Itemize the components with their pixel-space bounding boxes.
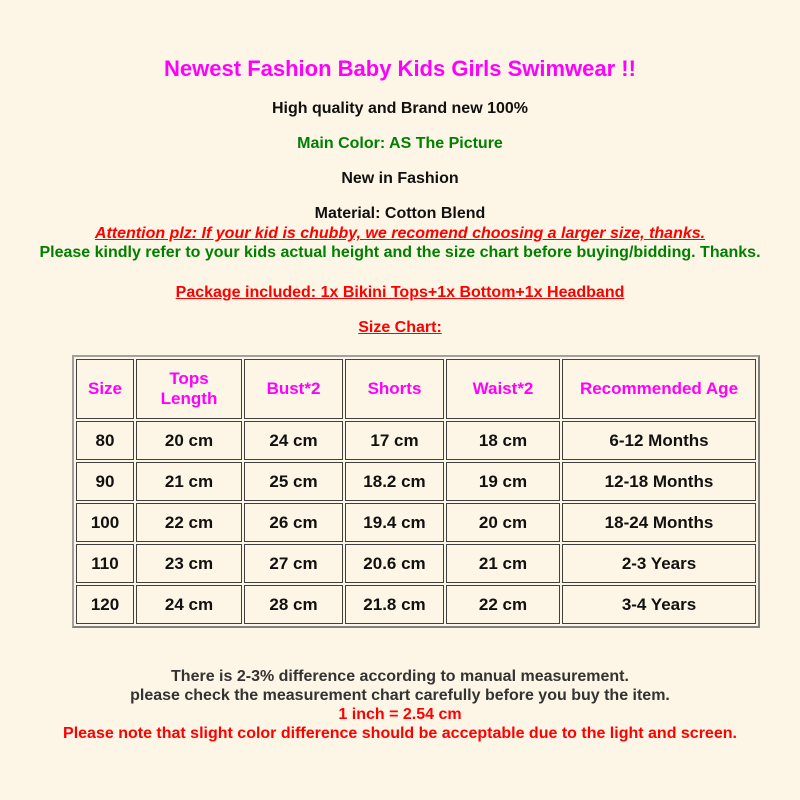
- cell-shorts: 17 cm: [345, 421, 444, 460]
- page-title: Newest Fashion Baby Kids Girls Swimwear !!: [164, 56, 636, 81]
- column-header-waist: Waist*2: [446, 359, 560, 419]
- column-header-tops-length-line1: Tops: [169, 369, 209, 388]
- table-row: [76, 585, 756, 624]
- measurement-difference-note: There is 2-3% difference according to manual measurement.: [171, 668, 629, 685]
- cell-waist: 18 cm: [446, 421, 560, 460]
- cell-shorts: 20.6 cm: [345, 544, 444, 583]
- table-row: [76, 544, 756, 583]
- column-header-recommended-age: Recommended Age: [562, 359, 756, 419]
- cell-recommended-age: 6-12 Months: [562, 421, 756, 460]
- cell-recommended-age: 2-3 Years: [562, 544, 756, 583]
- quality-text: High quality and Brand new 100%: [271, 100, 529, 117]
- size-chart-label: Size Chart:: [358, 319, 442, 336]
- table-row: [76, 462, 756, 501]
- inch-conversion-note: 1 inch = 2.54 cm: [338, 706, 462, 723]
- cell-size: 90: [76, 462, 134, 501]
- cell-size: 120: [76, 585, 134, 624]
- attention-note: Attention plz: If your kid is chubby, we recomend choosing a larger size, thanks.: [94, 225, 706, 242]
- cell-bust: 25 cm: [244, 462, 343, 501]
- cell-waist: 21 cm: [446, 544, 560, 583]
- column-header-bust: Bust*2: [244, 359, 343, 419]
- cell-shorts: 21.8 cm: [345, 585, 444, 624]
- check-chart-note: please check the measurement chart carefully before you buy the item.: [130, 687, 670, 704]
- cell-tops-length: 21 cm: [136, 462, 242, 501]
- cell-bust: 24 cm: [244, 421, 343, 460]
- column-header-tops-length-line2: Length: [160, 389, 218, 408]
- cell-waist: 22 cm: [446, 585, 560, 624]
- refer-note: Please kindly refer to your kids actual height and the size chart before buying/bidding. Thanks.: [39, 244, 761, 261]
- cell-bust: 26 cm: [244, 503, 343, 542]
- cell-shorts: 18.2 cm: [345, 462, 444, 501]
- cell-recommended-age: 12-18 Months: [562, 462, 756, 501]
- size-chart-table: [72, 355, 760, 628]
- cell-waist: 19 cm: [446, 462, 560, 501]
- column-header-tops-length: [136, 359, 242, 419]
- table-row: [76, 421, 756, 460]
- cell-tops-length: 22 cm: [136, 503, 242, 542]
- color-difference-note: Please note that slight color difference should be acceptable due to the light and screen.: [63, 725, 737, 742]
- cell-size: 100: [76, 503, 134, 542]
- new-in-fashion-text: New in Fashion: [341, 170, 459, 187]
- column-header-shorts: Shorts: [345, 359, 444, 419]
- table-row: [76, 503, 756, 542]
- package-included-text: Package included: 1x Bikini Tops+1x Bottom+1x Headband: [175, 284, 625, 301]
- cell-size: 110: [76, 544, 134, 583]
- material-text: Material: Cotton Blend: [314, 205, 486, 222]
- cell-bust: 27 cm: [244, 544, 343, 583]
- cell-tops-length: 20 cm: [136, 421, 242, 460]
- cell-shorts: 19.4 cm: [345, 503, 444, 542]
- cell-size: 80: [76, 421, 134, 460]
- cell-tops-length: 24 cm: [136, 585, 242, 624]
- main-color-text: Main Color: AS The Picture: [297, 135, 503, 152]
- cell-recommended-age: 18-24 Months: [562, 503, 756, 542]
- cell-bust: 28 cm: [244, 585, 343, 624]
- cell-tops-length: 23 cm: [136, 544, 242, 583]
- column-header-size: Size: [76, 359, 134, 419]
- cell-waist: 20 cm: [446, 503, 560, 542]
- cell-recommended-age: 3-4 Years: [562, 585, 756, 624]
- table-header-row: [76, 359, 756, 419]
